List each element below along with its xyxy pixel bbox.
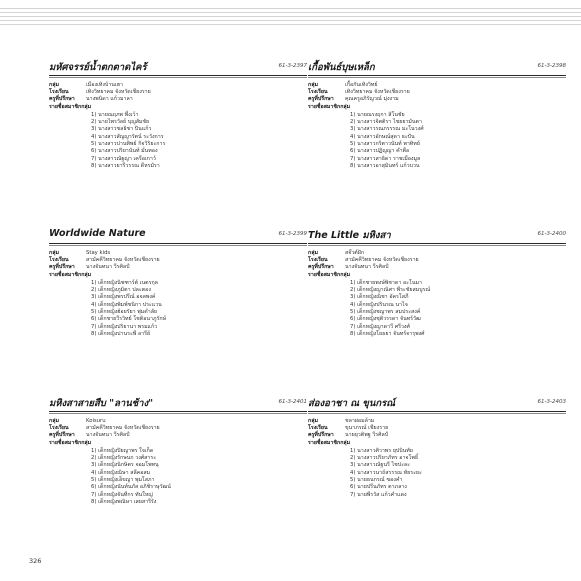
project-info — [308, 82, 566, 104]
project-info — [49, 250, 307, 272]
member-item: 6) นางสาวปฏิญญา คำตือ — [350, 148, 410, 155]
project-header — [308, 60, 566, 74]
member-item: 7) เด็กหญิงปริยานา พรมแก้ว — [91, 323, 158, 330]
title-rule — [308, 75, 566, 78]
title-rule — [49, 411, 307, 414]
member-item: 2) เด็กหญิงรักษนก วงศ์สาระ — [91, 455, 157, 462]
project-block — [49, 60, 307, 170]
member-item: 4) นางสาวสัญญารัตน์ ระวังการ — [91, 133, 164, 140]
project-code: 61-3-2398 — [537, 63, 566, 69]
teacher-label: ครูที่ปรึกษา — [49, 264, 75, 271]
teacher-label: ครูที่ปรึกษา — [308, 432, 334, 439]
school-value: เทิงวิทยาคม จังหวัดเชียงราย — [86, 89, 151, 96]
member-list — [49, 448, 307, 506]
school-value: ขุนาภรณ์ เชียงราย — [345, 425, 389, 432]
project-header — [308, 396, 566, 410]
member-item: 3) เด็กหญิงนิกษิตร จอมโพทนุ — [91, 462, 159, 469]
member-item: 3) นางสาวชลธิชา ปินแก้ว — [91, 126, 152, 133]
member-item: 2) เด็กหญิงญาณิศา พีระชัยสมบูรณ์ — [350, 287, 431, 294]
member-item: 8) นางสาวอาสุมินทร์ แก้วบวน — [350, 162, 420, 169]
project-block — [308, 396, 566, 499]
group-value: ชลาผ่อมล้าม — [345, 418, 375, 424]
project-header — [49, 396, 307, 410]
member-item: 7) เด็กหญิงจันทีกร ทันใหญ่ — [91, 491, 153, 498]
members-label: รายชื่อสมาชิกกลุ่ม — [49, 271, 92, 278]
member-list — [308, 280, 566, 338]
teacher-value: คุณครูอภิรัญวณ์ มุ่งงาม — [345, 96, 399, 103]
project-title: มหัศจรรย์น้ำตกตาดไคร้ — [49, 62, 147, 73]
project-header — [308, 228, 566, 242]
project-code: 61-3-2403 — [537, 399, 566, 405]
top-stripes — [0, 8, 581, 28]
school-label: โรงเรียน — [308, 257, 328, 264]
member-item: 5) นางสาวกริตาวนันท์ พาทิทย์ — [350, 141, 420, 147]
member-item: 8) เด็กหญิงพณิษา เสยสารีรัง — [91, 498, 157, 505]
school-label: โรงเรียน — [49, 425, 69, 432]
member-list — [49, 112, 307, 170]
project-title: The Little มหิงสา — [308, 230, 391, 241]
teacher-value: นายยุวติพฐ วีรศิลป์ — [345, 432, 389, 439]
teacher-label: ครูที่ปรึกษา — [49, 96, 75, 103]
member-item: 5) เด็กหญิงชญาพร สมประสงค์ — [350, 309, 421, 315]
member-item: 5) นายธนกรณ์ ฃองคำ — [350, 477, 403, 483]
school-value: เทิงวิทยาคม จังหวัดเชียงราย — [345, 89, 410, 96]
page-number: 326 — [29, 557, 42, 565]
group-label: กลุ่ม — [308, 250, 318, 256]
member-item: 3) นางสาวณัฐนรี ไชปะละ — [350, 462, 411, 469]
member-list — [308, 448, 566, 499]
project-header — [49, 228, 307, 242]
member-item: 2) นางสาวปริยาภัทร อาจโพธิ์ — [350, 455, 419, 462]
member-item: 2) นางสาวจิตติรา ไชยยามันตา — [350, 119, 422, 126]
member-item: 5) เด็กหญิงเอ็ขญา พุมโสภา — [91, 477, 155, 483]
title-rule — [308, 411, 566, 414]
project-block — [49, 396, 307, 506]
school-label: โรงเรียน — [308, 425, 328, 432]
member-item: 1) นายณรงฤกา สิโนชัย — [350, 111, 405, 118]
members-label: รายชื่อสมาชิกกลุ่ม — [308, 271, 351, 278]
title-rule — [49, 75, 307, 78]
member-item: 7) นายพีรวัส แก้วคำแดง — [350, 491, 407, 498]
member-item: 2) เด็กหญิงภูมิตา ปละตอง — [91, 287, 151, 294]
member-item: 6) เด็กชายวีรวิทย์ โชติอนาภูรักษ์ — [91, 316, 167, 323]
member-item: 5) เด็กหญิงฮ์อยรัยา พุ่มดำลัย — [91, 309, 158, 315]
group-label: กลุ่ม — [308, 82, 318, 88]
project-block — [308, 60, 566, 170]
group-value: เมืองเทิงบ้านเฮา — [86, 82, 123, 88]
project-code: 61-3-2397 — [278, 63, 307, 69]
member-list — [308, 112, 566, 170]
school-value: สามัคคีวิทยาคม จังหวัดเชียงราย — [86, 257, 160, 264]
member-item: 6) เด็กหญิงชุติวรรดา จันทร์วัฒ — [350, 316, 421, 323]
teacher-label: ครูที่ปรึกษา — [308, 96, 334, 103]
group-value: สจ๊วต์ฝัก — [345, 250, 365, 256]
member-item: 7) นางสาวณัฐญา เครือเกาว์ — [91, 155, 156, 162]
teacher-value: นางพนิดา แก้วมาลา — [86, 96, 133, 103]
member-item: 4) เด็กหญิงพิมพ์ชนิกา ประแวน — [91, 301, 162, 308]
project-title: ส่องอาชา ณ ขุนกรณ์ — [308, 398, 396, 409]
member-item: 4) เด็กหญิงปรินรณ นาไจ — [350, 301, 408, 308]
member-item: 6) นายปรีนภัทร ตาภลาง — [350, 484, 407, 491]
project-info — [49, 82, 307, 104]
group-value: Stay kids — [86, 250, 111, 256]
teacher-label: ครูที่ปรึกษา — [49, 432, 75, 439]
project-title: เกื้อพันธ์บุษเหล็ก — [308, 62, 375, 73]
group-value: เกื้อกันเทิงวิทย์ — [345, 82, 378, 88]
project-info — [308, 250, 566, 272]
school-label: โรงเรียน — [49, 89, 69, 96]
school-value: สามัคคีวิทยาคม จังหวัดเชียงราย — [345, 257, 419, 264]
member-item: 8) เด็กหญิงปานระพี อารีย์ — [91, 330, 151, 337]
member-list — [49, 280, 307, 338]
member-item: 7) นางสาวสาธิดา ราชเมืองมูล — [350, 155, 421, 162]
member-item: 7) เด็กหญิงญาดาวี ศรีวงศ์ — [350, 323, 410, 330]
member-item: 1) เด็กหญิงนิชฑาร์ต์ เนตรกุล — [91, 279, 158, 286]
project-code: 61-3-2399 — [278, 231, 307, 237]
member-item: 1) เด็กชายพงษ์พิชาดา อะโนมา — [350, 279, 422, 286]
teacher-value: นางจันทนา วีรศิลป์ — [86, 264, 130, 271]
members-label: รายชื่อสมาชิกกลุ่ม — [308, 439, 351, 446]
teacher-value: นางจันทนา วีรศิลป์ — [345, 264, 389, 271]
member-item: 8) นางสาวยารีวรรณ ดีหรมัรา — [91, 162, 160, 169]
member-item: 1) นายณฤภพ พึ่งเว้า — [91, 111, 139, 118]
project-code: 61-3-2400 — [537, 231, 566, 237]
member-item: 3) เด็กหญิงณิชา อัครโสภี — [350, 294, 409, 301]
member-item: 3) นางสาวรณภรรรณ มะโนวงศ์ — [350, 126, 424, 133]
members-label: รายชื่อสมาชิกกลุ่ม — [49, 439, 92, 446]
project-info — [49, 418, 307, 440]
member-item: 5) นางสาวปานทิพย์ กิจวิริยะการ — [91, 141, 166, 147]
group-value: Koisuru — [86, 418, 106, 424]
project-block — [308, 228, 566, 338]
member-item: 8) เด็กหญิงโยธยา จันทร์จารุพงศ์ — [350, 330, 425, 337]
member-item: 3) เด็กหญิงพรปรีณ์ อจลพงค์ — [91, 294, 156, 301]
members-label: รายชื่อสมาชิกกลุ่ม — [49, 103, 92, 110]
project-code: 61-3-2401 — [278, 399, 307, 405]
school-label: โรงเรียน — [49, 257, 69, 264]
project-header — [49, 60, 307, 74]
member-item: 4) นางสาวอักษณ์สุดา ธะปัน — [350, 133, 415, 140]
member-item: 4) นางสาวนาถ์สรรรณ ทัยระยะ — [350, 469, 422, 476]
school-label: โรงเรียน — [308, 89, 328, 96]
project-title: มหิงสาสายสืบ "ลานช้าง" — [49, 398, 154, 409]
member-item: 1) เด็กหญิงปิยญาพร ใจเก็ด — [91, 447, 154, 454]
group-label: กลุ่ม — [49, 82, 59, 88]
member-item: 2) นายไพรวัลย์ บุญสัมชัย — [91, 119, 150, 126]
project-title: Worldwide Nature — [49, 228, 146, 239]
project-block — [49, 228, 307, 338]
group-label: กลุ่ม — [49, 418, 59, 424]
title-rule — [49, 243, 307, 246]
members-label: รายชื่อสมาชิกกลุ่ม — [308, 103, 351, 110]
member-item: 1) นางสาวศิวาพร ยุปบินทัย — [350, 447, 413, 454]
title-rule — [308, 243, 566, 246]
group-label: กลุ่ม — [308, 418, 318, 424]
group-label: กลุ่ม — [49, 250, 59, 256]
member-item: 4) เด็กหญิงณิษา สลีคอสม — [91, 469, 151, 476]
project-info — [308, 418, 566, 440]
teacher-label: ครูที่ปรึกษา — [308, 264, 334, 271]
member-item: 6) นางสาวปริยานันท์ มั่นทอง — [91, 148, 158, 155]
school-value: สามัคคีวิทยาคม จังหวัดเชียงราย — [86, 425, 160, 432]
teacher-value: นางจันทนา วีรศิลป์ — [86, 432, 130, 439]
member-item: 6) เด็กหญิงนันท์นภัส อภิชิราษุวัฒน์ — [91, 484, 171, 491]
